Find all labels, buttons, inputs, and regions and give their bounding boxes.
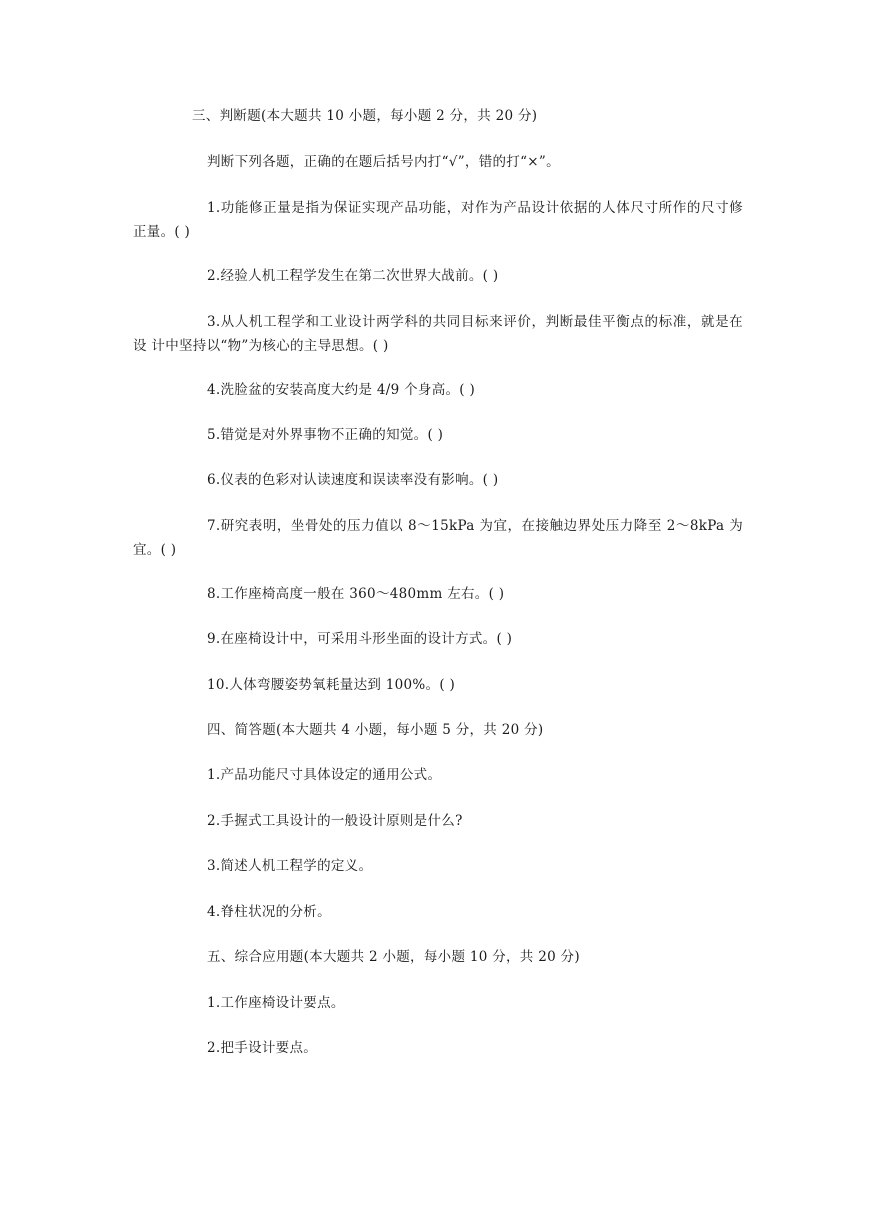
- question-item: 7.研究表明，坐骨处的压力值以 8～15kPa 为宜，在接触边界处压力降至 2～8kPa 为宜。( ): [133, 518, 743, 558]
- section-3-heading: 三、判断题(本大题共 10 小题，每小题 2 分，共 20 分): [192, 108, 538, 124]
- question-item: 5.错觉是对外界事物不正确的知觉。( ): [207, 427, 444, 443]
- question-item: 1.工作座椅设计要点。: [207, 995, 345, 1011]
- question-item: 1.功能修正量是指为保证实现产品功能，对作为产品设计依据的人体尺寸所作的尺寸修正量。( ): [133, 200, 743, 240]
- question-item: 3.简述人机工程学的定义。: [207, 858, 373, 874]
- question-item: 6.仪表的色彩对认读速度和误读率没有影响。( ): [207, 472, 499, 488]
- question-item: 2.把手设计要点。: [207, 1040, 318, 1056]
- question-item: 8.工作座椅高度一般在 360～480mm 左右。( ): [207, 586, 505, 602]
- question-item: 2.手握式工具设计的一般设计原则是什么?: [207, 813, 463, 829]
- question-item: 4.洗脸盆的安装高度大约是 4/9 个身高。( ): [207, 382, 476, 398]
- question-item: 2.经验人机工程学发生在第二次世界大战前。( ): [207, 268, 499, 284]
- section-5-heading: 五、综合应用题(本大题共 2 小题，每小题 10 分，共 20 分): [207, 949, 580, 965]
- question-item: 4.脊柱状况的分析。: [207, 904, 331, 920]
- section-4-heading: 四、简答题(本大题共 4 小题，每小题 5 分，共 20 分): [207, 722, 544, 738]
- question-item: 9.在座椅设计中，可采用斗形坐面的设计方式。( ): [207, 631, 513, 647]
- question-item: 3.从人机工程学和工业设计两学科的共同目标来评价，判断最佳平衡点的标准，就是在设 计中坚持以“物”为核心的主导思想。( ): [133, 314, 743, 354]
- section-3-instruction: 判断下列各题，正确的在题后括号内打“√”，错的打“×”。: [207, 154, 560, 170]
- question-item: 10.人体弯腰姿势氧耗量达到 100%。( ): [207, 677, 456, 693]
- question-item: 1.产品功能尺寸具体设定的通用公式。: [207, 767, 442, 783]
